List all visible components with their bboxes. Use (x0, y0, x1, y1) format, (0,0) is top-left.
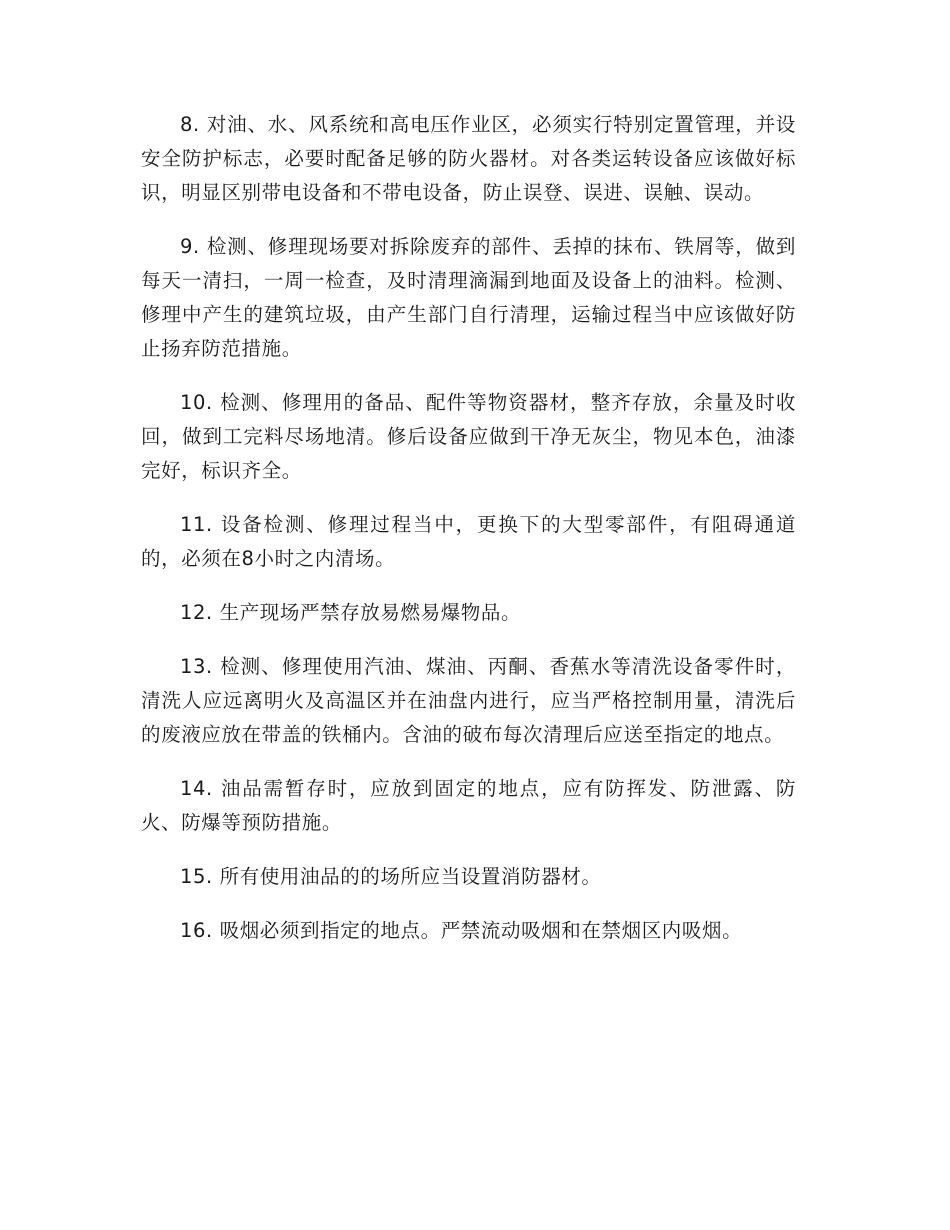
rule-paragraph-12: 12. 生产现场严禁存放易燃易爆物品。 (180, 601, 522, 624)
rule-paragraph-9: 9. 检测、修理现场要对拆除废弃的部件、丢掉的抹布、铁屑等，做到每天一清扫，一周一检查，及时清理滴漏到地面及设备上的油料。检测、修理中产生的建筑垃圾，由产生部门自行清理，运输过程当中应该做好防止扬弃防范措施。 (141, 235, 796, 360)
rule-paragraph-16: 16. 吸烟必须到指定的地点。严禁流动吸烟和在禁烟区内吸烟。 (180, 919, 743, 942)
rule-paragraph-15: 15. 所有使用油品的的场所应当设置消防器材。 (180, 865, 602, 888)
rule-paragraph-11: 11. 设备检测、修理过程当中，更换下的大型零部件，有阻碍通道的，必须在8小时之内清场。 (141, 513, 796, 570)
rule-paragraph-8: 8. 对油、水、风系统和高电压作业区，必须实行特别定置管理，并设安全防护标志，必要时配备足够的防火器材。对各类运转设备应该做好标识，明显区别带电设备和不带电设备，防止误登、误进、误触、误动。 (141, 113, 796, 204)
rule-paragraph-13: 13. 检测、修理使用汽油、煤油、丙酮、香蕉水等清洗设备零件时，清洗人应远离明火及高温区并在油盘内进行，应当严格控制用量，清洗后的废液应放在带盖的铁桶内。含油的破布每次清理后应送至指定的地点。 (141, 655, 796, 746)
document-body (141, 108, 796, 968)
rule-paragraph-10: 10. 检测、修理用的备品、配件等物资器材，整齐存放，余量及时收回，做到工完料尽场地清。修后设备应做到干净无灰尘，物见本色，油漆完好，标识齐全。 (141, 391, 796, 482)
rule-paragraph-14: 14. 油品需暂存时，应放到固定的地点，应有防挥发、防泄露、防火、防爆等预防措施。 (141, 777, 796, 834)
